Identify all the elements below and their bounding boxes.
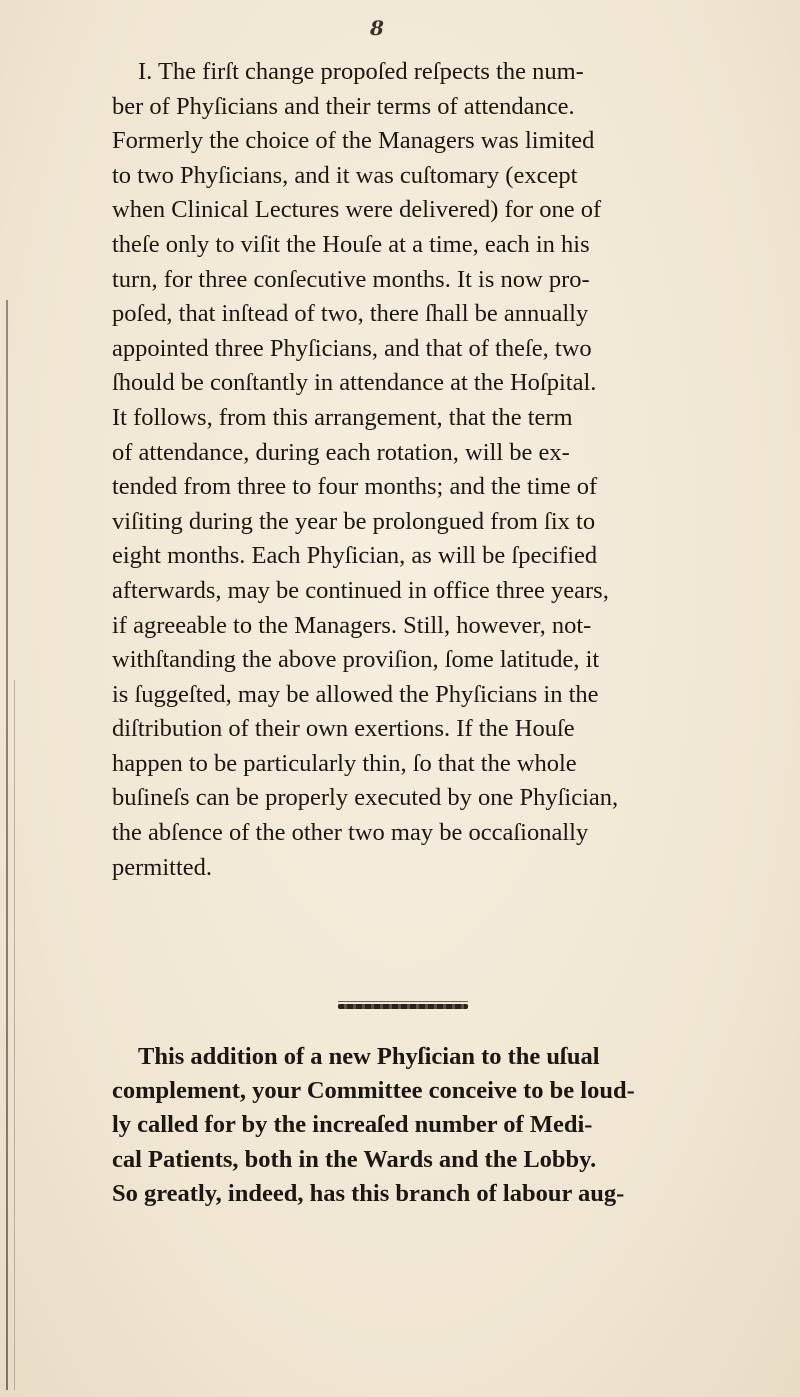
text-line: happen to be particularly thin, ſo that the whole <box>112 749 577 777</box>
text-line: theſe only to viſit the Houſe at a time, each in his <box>112 230 590 258</box>
text-line: if agreeable to the Managers. Still, however, not- <box>112 611 592 639</box>
text-line: when Clinical Lectures were delivered) for one of <box>112 196 602 224</box>
text-line: withſtanding the above proviſion, ſome latitude, it <box>112 646 600 674</box>
text-line: the abſence of the other two may be occaſionally <box>112 819 589 847</box>
page-signature-mark: 8 <box>370 16 384 40</box>
text-line: eight months. Each Phyſician, as will be ſpecified <box>112 542 598 570</box>
paragraph-new-physician <box>112 1040 732 1211</box>
text-line: diſtribution of their own exertions. If the Houſe <box>112 715 575 743</box>
text-line: cal Patients, both in the Wards and the Lobby. <box>112 1145 597 1173</box>
text-line: It follows, from this arrangement, that the term <box>112 403 573 431</box>
text-line: is ſuggeſted, may be allowed the Phyſicians in the <box>112 680 599 708</box>
text-line: I. The firſt change propoſed reſpects the num- <box>138 58 584 85</box>
text-line: So greatly, indeed, has this branch of labour aug- <box>112 1179 625 1207</box>
text-line: of attendance, during each rotation, will be ex- <box>112 438 570 466</box>
text-line: Formerly the choice of the Managers was limited <box>112 127 595 155</box>
text-line: turn, for three conſecutive months. It is now pro- <box>112 265 590 293</box>
text-line: ber of Phyſicians and their terms of attendance. <box>112 92 575 120</box>
section-divider-rule <box>338 1004 468 1009</box>
text-line: This addition of a new Phyſician to the uſual <box>138 1043 600 1070</box>
text-line: ly called for by the increaſed number of Medi- <box>112 1111 593 1139</box>
text-line: permitted. <box>112 853 213 881</box>
text-line: buſineſs can be properly executed by one Phyſician, <box>112 784 619 812</box>
text-line: appointed three Phyſicians, and that of theſe, two <box>112 334 592 362</box>
page-gutter-shadow-secondary <box>14 680 15 1390</box>
text-line: ſhould be conſtantly in attendance at the Hoſpital. <box>112 369 597 397</box>
page-gutter-shadow <box>6 300 8 1390</box>
text-line: viſiting during the year be prolongued from ſix to <box>112 507 596 535</box>
text-line: afterwards, may be continued in office three years, <box>112 576 609 604</box>
text-line: complement, your Committee conceive to be loud- <box>112 1077 635 1105</box>
text-line: poſed, that inſtead of two, there ſhall be annually <box>112 300 589 328</box>
text-line: tended from three to four months; and the time of <box>112 473 598 501</box>
text-line: to two Phyſicians, and it was cuſtomary (except <box>112 161 578 189</box>
paragraph-first-change <box>112 55 732 885</box>
